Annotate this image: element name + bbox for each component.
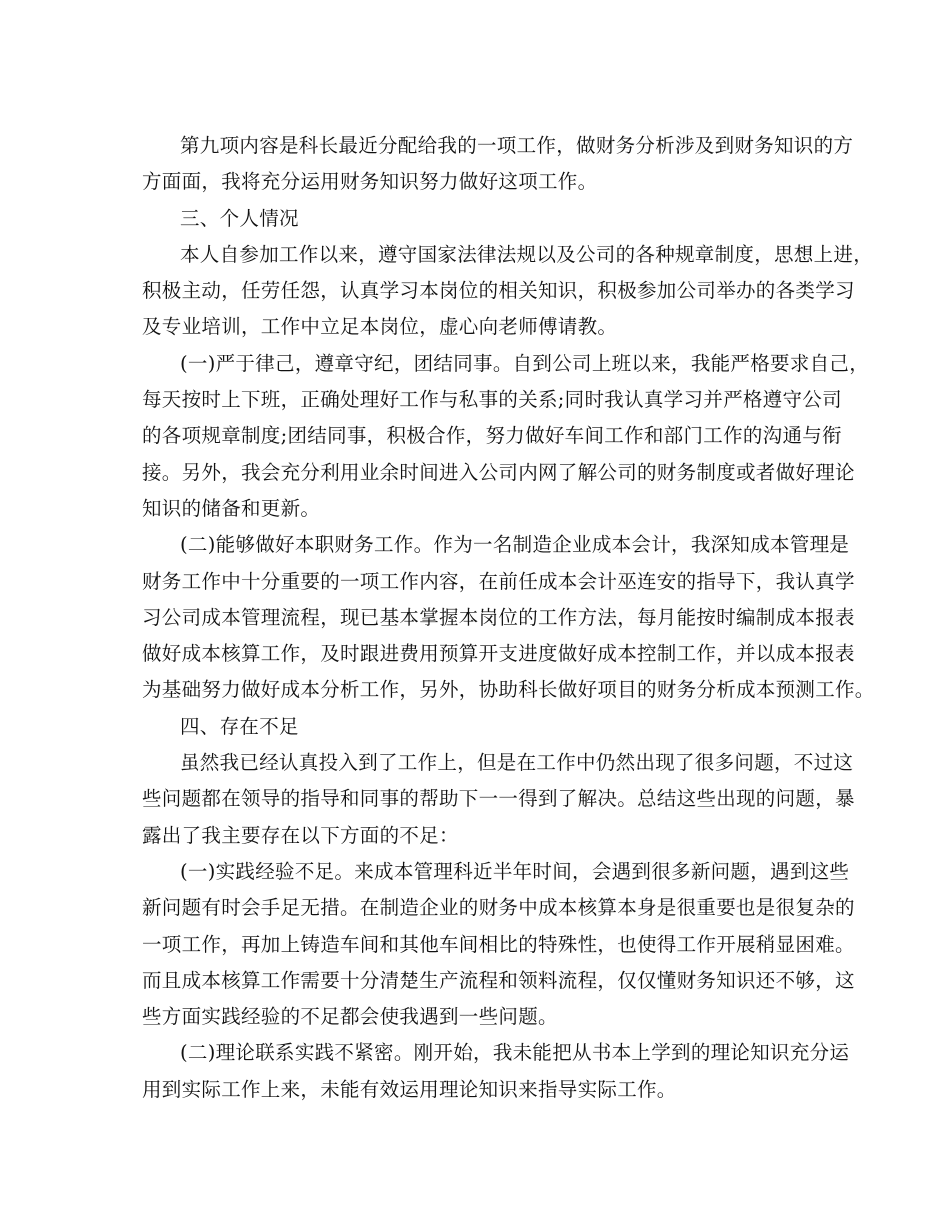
text-line: 接。另外，我会充分利用业余时间进入公司内网了解公司的财务制度或者做好理论	[142, 460, 855, 484]
text-line: 积极主动，任劳任怨，认真学习本岗位的相关知识，积极参加公司举办的各类学习	[142, 279, 855, 303]
text-line: 露出了我主要存在以下方面的不足：	[142, 823, 459, 847]
text-line: 知识的储备和更新。	[142, 496, 321, 520]
text-line: 一项工作，再加上铸造车间和其他车间相比的特殊性，也使得工作开展稍显困难。	[142, 932, 855, 956]
text-line: (二)能够做好本职财务工作。作为一名制造企业成本会计，我深知成本管理是	[180, 533, 850, 557]
section-heading: 三、个人情况	[180, 206, 299, 230]
text-line: 习公司成本管理流程，现已基本掌握本岗位的工作方法，每月能按时编制成本报表	[142, 605, 855, 629]
text-line: 为基础努力做好成本分析工作，另外，协助科长做好项目的财务分析成本预测工作。	[142, 678, 875, 702]
text-line: 虽然我已经认真投入到了工作上，但是在工作中仍然出现了很多问题，不过这	[180, 751, 854, 775]
text-line: 本人自参加工作以来，遵守国家法律法规以及公司的各种规章制度，思想上进，	[180, 242, 874, 266]
text-line: (一)实践经验不足。来成本管理科近半年时间，会遇到很多新问题，遇到这些	[180, 859, 850, 883]
text-line: 新问题有时会手足无措。在制造企业的财务中成本核算本身是很重要也是很复杂的	[142, 896, 855, 920]
document-body	[142, 128, 875, 1108]
text-line: 第九项内容是科长最近分配给我的一项工作，做财务分析涉及到财务知识的方	[180, 134, 854, 157]
text-line: 些方面实践经验的不足都会使我遇到一些问题。	[142, 1005, 558, 1029]
text-line: (一)严于律己，遵章守纪，团结同事。自到公司上班以来，我能严格要求自己，	[180, 351, 870, 375]
text-line: 而且成本核算工作需要十分清楚生产流程和领料流程，仅仅懂财务知识还不够，这	[142, 968, 855, 992]
text-line: 财务工作中十分重要的一项工作内容，在前任成本会计巫连安的指导下，我认真学	[142, 569, 855, 593]
text-line: (二)理论联系实践不紧密。刚开始，我未能把从书本上学到的理论知识充分运	[180, 1041, 850, 1065]
section-heading: 四、存在不足	[180, 714, 299, 738]
text-line: 用到实际工作上来，未能有效运用理论知识来指导实际工作。	[142, 1077, 677, 1101]
text-line: 些问题都在领导的指导和同事的帮助下一一得到了解决。总结这些出现的问题，暴	[142, 787, 855, 811]
text-line: 方面面，我将充分运用财务知识努力做好这项工作。	[142, 170, 598, 194]
text-line: 及专业培训，工作中立足本岗位，虚心向老师傅请教。	[142, 315, 618, 339]
text-line: 的各项规章制度;团结同事，积极合作，努力做好车间工作和部门工作的沟通与衔	[142, 424, 842, 448]
text-line: 做好成本核算工作，及时跟进费用预算开支进度做好成本控制工作，并以成本报表	[142, 642, 855, 666]
text-line: 每天按时上下班，正确处理好工作与私事的关系;同时我认真学习并严格遵守公司	[142, 388, 842, 412]
